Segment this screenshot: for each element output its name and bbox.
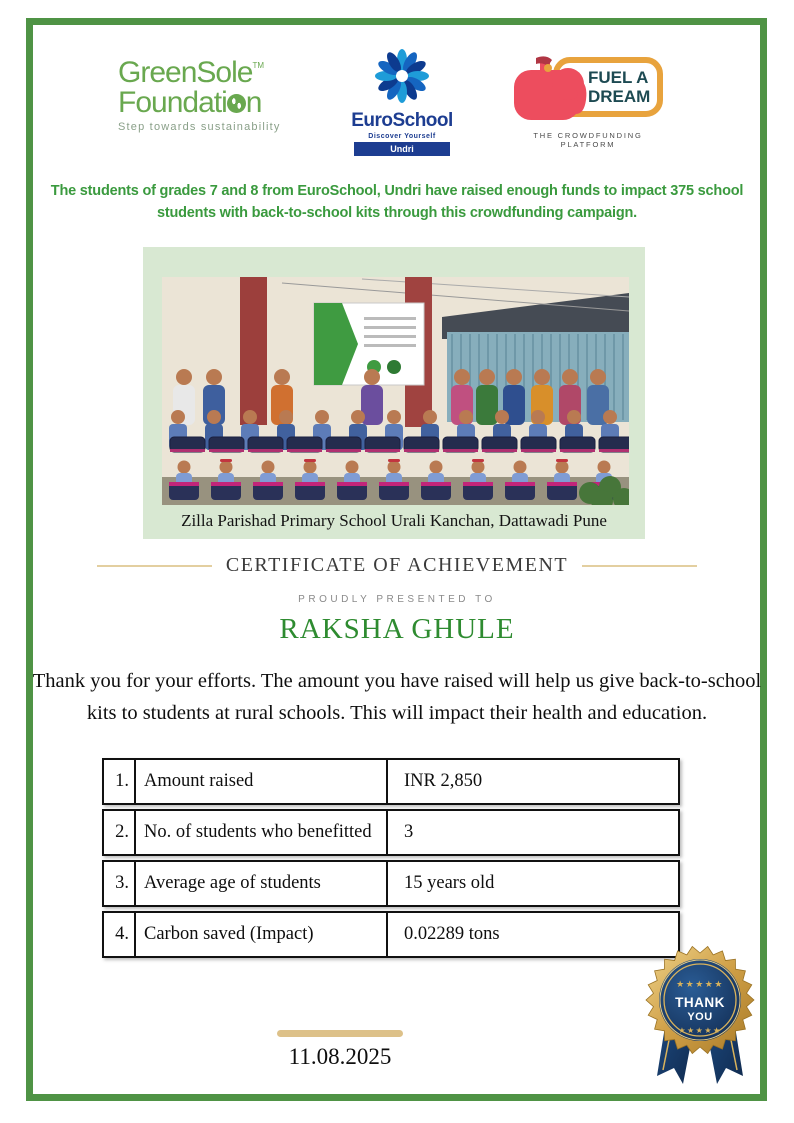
foundation-text-b: oundati <box>135 86 227 119</box>
thank-you-badge <box>633 938 767 1098</box>
row-value: 0.02289 tons <box>404 924 500 944</box>
impact-table-row <box>102 809 680 856</box>
euroschool-starburst-icon <box>373 48 431 104</box>
row-value: 15 years old <box>404 873 495 893</box>
date-block <box>240 1030 440 1070</box>
fueladream-name-line1: FUEL A <box>588 68 649 87</box>
row-label: Carbon saved (Impact) <box>136 913 388 956</box>
recipient-name: RAKSHA GHULE <box>279 613 515 645</box>
badge-stars-bottom: ★★★★★ <box>678 1026 722 1035</box>
impact-table-row <box>102 860 680 907</box>
euroschool-tagline: Discover Yourself <box>368 133 436 140</box>
row-value: INR 2,850 <box>404 771 483 791</box>
fueladream-logo <box>508 54 668 149</box>
fueladream-tagline: THE CROWDFUNDING PLATFORM <box>533 131 643 149</box>
school-group-photo <box>162 277 629 505</box>
foundation-text-a: F <box>118 86 136 119</box>
presented-to-label: PROUDLY PRESENTED TO <box>298 594 496 605</box>
impact-table-row <box>102 758 680 805</box>
badge-text-you: YOU <box>687 1011 713 1023</box>
heading-rule-left <box>97 565 212 567</box>
certificate-title: CERTIFICATE OF ACHIEVEMENT <box>225 554 569 576</box>
heading-rule-right <box>582 565 697 567</box>
row-label: No. of students who benefitted <box>136 811 388 854</box>
row-number: 4. <box>104 913 136 956</box>
badge-text-thank: THANK <box>675 995 725 1010</box>
row-number: 3. <box>104 862 136 905</box>
date-rule <box>277 1030 403 1037</box>
row-number: 1. <box>104 760 136 803</box>
euroschool-logo <box>343 48 461 156</box>
badge-stars-top: ★★★★★ <box>676 979 724 989</box>
euroschool-name: EuroSchool <box>351 110 453 131</box>
row-label: Average age of students <box>136 862 388 905</box>
certificate-date: 11.08.2025 <box>288 1044 392 1069</box>
row-label: Amount raised <box>136 760 388 803</box>
row-value: 3 <box>404 822 414 842</box>
photo-caption: Zilla Parishad Primary School Urali Kanchan, Dattawadi Pune <box>181 511 607 530</box>
thank-you-message: Thank you for your efforts. The amount you have raised will help us give back-to-school kits to students at rural schools. This will impact their health and education. <box>32 670 762 724</box>
greensole-foundation-logo <box>118 58 308 133</box>
fueladream-name-line2: DREAM <box>588 87 651 106</box>
impact-table-row <box>102 911 680 958</box>
footprint-icon <box>227 94 246 113</box>
logo-band <box>0 48 794 154</box>
impact-table <box>102 758 680 962</box>
certificate-heading <box>97 554 697 577</box>
greensole-wordmark <box>118 58 308 88</box>
trademark-symbol: TM <box>252 61 264 70</box>
foundation-text-c: n <box>245 86 262 119</box>
greensole-name: GreenSole <box>118 56 253 89</box>
campaign-summary-text: The students of grades 7 and 8 from EuroSchool, Undri have raised enough funds to impact 375 school students with back-to-school kits through this crowdfunding campaign. <box>50 183 744 222</box>
photo-frame <box>143 247 645 539</box>
row-number: 2. <box>104 811 136 854</box>
greensole-tagline: Step towards sustainability <box>118 121 281 133</box>
fueladream-elephant-icon <box>510 54 666 124</box>
euroschool-location-banner: Undri <box>354 142 450 156</box>
foundation-wordmark <box>118 88 308 118</box>
